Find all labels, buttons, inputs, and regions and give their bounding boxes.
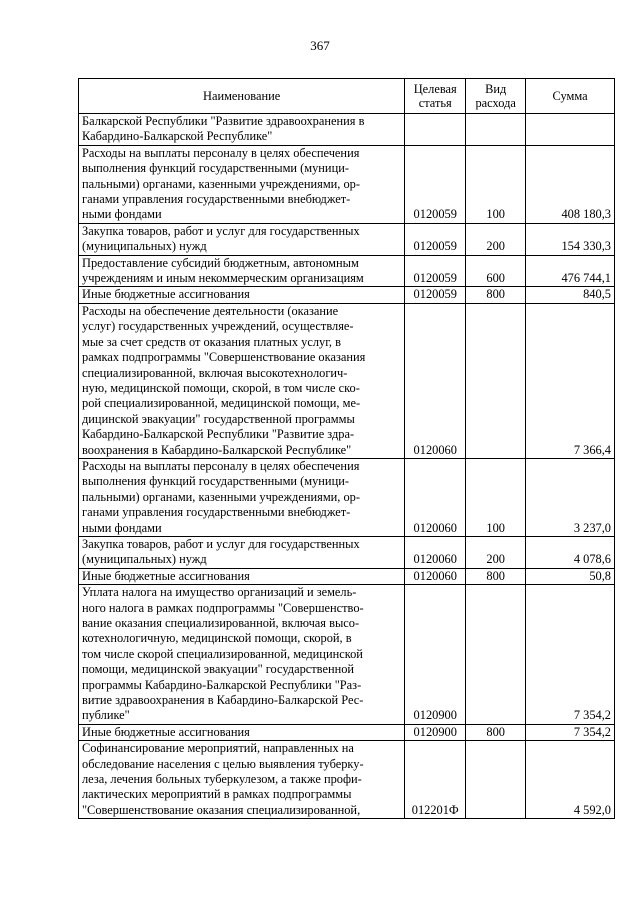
row-amount: 7 366,4: [526, 303, 615, 458]
row-amount: 4 078,6: [526, 536, 615, 568]
row-name: Балкарской Республики "Развитие здравоохранения в Кабардино-Балкарской Республике": [79, 114, 405, 146]
row-code: 0120059: [405, 145, 466, 223]
table-header-row: [79, 79, 615, 114]
row-type: [466, 741, 526, 819]
header-name: [79, 79, 405, 114]
table-row: [79, 741, 615, 819]
row-name: Предоставление субсидий бюджетным, автономным учреждениям и иным некоммерческим организациям: [79, 255, 405, 287]
row-type: [466, 114, 526, 146]
row-name: Закупка товаров, работ и услуг для государственных (муниципальных) нужд: [79, 536, 405, 568]
header-amount-label: Сумма: [552, 89, 588, 103]
table-row: [79, 568, 615, 584]
row-type: 800: [466, 724, 526, 740]
row-type: 100: [466, 145, 526, 223]
row-type: 800: [466, 568, 526, 584]
row-code: 012201Ф: [405, 741, 466, 819]
row-name: Расходы на выплаты персоналу в целях обеспечения выполнения функций государственными (муници- пальными) органами, казенными учреждениями, ор- ганами управления государственными внебюджет- ными фондами: [79, 145, 405, 223]
page-number: 367: [310, 38, 330, 53]
row-name: Иные бюджетные ассигнования: [79, 568, 405, 584]
row-code: 0120059: [405, 255, 466, 287]
row-name: Уплата налога на имущество организаций и земель- ного налога в рамках подпрограммы "Совершенство- вание оказания специализированной, включая высо- котехнологичную, медицинской помощи, скорой, в том числе скорой специализированной, медицинской помощи, медицинской эвакуации" государственной программы Кабардино-Балкарской Республики "Раз- витие здравоохранения в Кабардино-Балкарской Рес- публике": [79, 585, 405, 725]
header-name-label: Наименование: [203, 89, 281, 103]
row-name: Закупка товаров, работ и услуг для государственных (муниципальных) нужд: [79, 223, 405, 255]
row-type: 100: [466, 458, 526, 536]
row-code: 0120060: [405, 536, 466, 568]
header-amount: [526, 79, 615, 114]
row-code: 0120060: [405, 568, 466, 584]
table-row: [79, 114, 615, 146]
table-row: [79, 536, 615, 568]
row-type: [466, 303, 526, 458]
row-amount: 840,5: [526, 287, 615, 303]
row-type: 600: [466, 255, 526, 287]
budget-table: [78, 78, 615, 819]
table-row: [79, 585, 615, 725]
row-amount: 476 744,1: [526, 255, 615, 287]
table-row: [79, 223, 615, 255]
row-code: 0120900: [405, 724, 466, 740]
row-name: Иные бюджетные ассигнования: [79, 724, 405, 740]
row-amount: [526, 114, 615, 146]
header-code: [405, 79, 466, 114]
row-code: 0120059: [405, 223, 466, 255]
row-name: Расходы на обеспечение деятельности (оказание услуг) государственных учреждений, осуществляе- мые за счет средств от оказания платных услуг, в рамках подпрограммы "Совершенствование оказания специализированной, включая высокотехнологич- ную, медицинской помощи, скорой, в том числе ско- рой специализированной, медицинской помощи, ме- дицинской эвакуации" государственной программы Кабардино-Балкарской Республики "Развитие здра- воохранения в Кабардино-Балкарской Республике": [79, 303, 405, 458]
row-name: Иные бюджетные ассигнования: [79, 287, 405, 303]
table-row: [79, 287, 615, 303]
table-row: [79, 458, 615, 536]
row-amount: 7 354,2: [526, 585, 615, 725]
row-amount: 50,8: [526, 568, 615, 584]
row-type: 200: [466, 536, 526, 568]
row-type: 800: [466, 287, 526, 303]
row-type: [466, 585, 526, 725]
row-amount: 3 237,0: [526, 458, 615, 536]
row-code: 0120060: [405, 458, 466, 536]
row-code: 0120059: [405, 287, 466, 303]
row-name: Расходы на выплаты персоналу в целях обеспечения выполнения функций государственными (муници- пальными) органами, казенными учреждениями, ор- ганами управления государственными внебюджет- ными фондами: [79, 458, 405, 536]
row-type: 200: [466, 223, 526, 255]
row-name: Софинансирование мероприятий, направленных на обследование населения с целью выявления туберку- леза, лечения больных туберкулезом, а также профи- лактических мероприятий в рамках подпрограммы "Совершенствование оказания специализированной,: [79, 741, 405, 819]
table-row: [79, 255, 615, 287]
row-amount: 7 354,2: [526, 724, 615, 740]
row-amount: 154 330,3: [526, 223, 615, 255]
row-code: 0120060: [405, 303, 466, 458]
header-type: [466, 79, 526, 114]
row-code: 0120900: [405, 585, 466, 725]
table-row: [79, 303, 615, 458]
row-amount: 4 592,0: [526, 741, 615, 819]
table-row: [79, 724, 615, 740]
row-code: [405, 114, 466, 146]
row-amount: 408 180,3: [526, 145, 615, 223]
table-row: [79, 145, 615, 223]
header-type-label: Вид расхода: [475, 82, 516, 110]
header-code-label: Целевая статья: [413, 82, 457, 110]
